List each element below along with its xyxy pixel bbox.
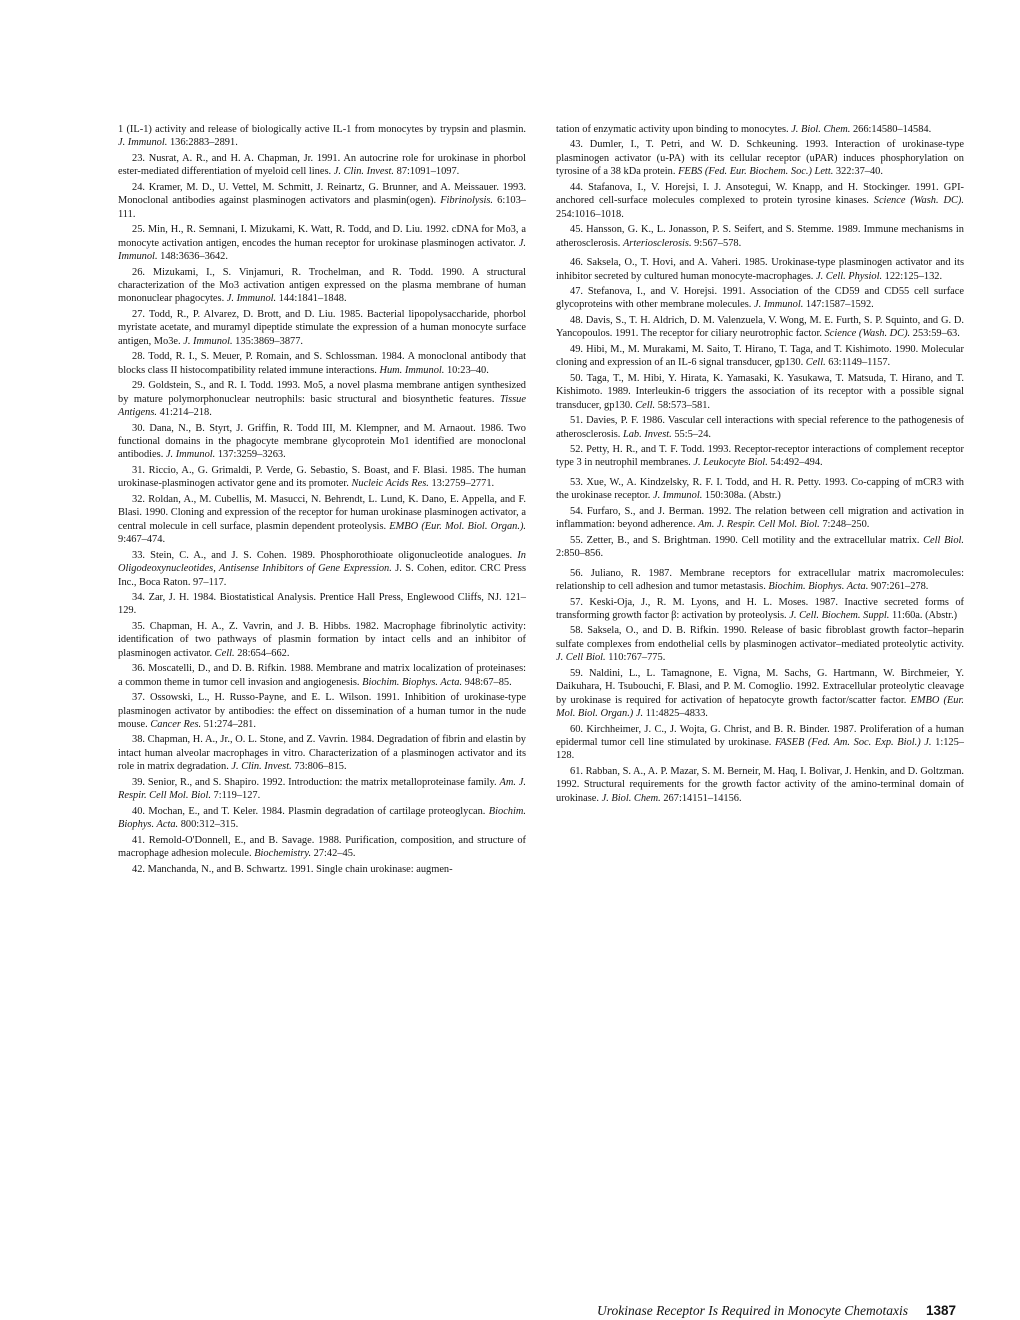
reference-citation: 254:1016–1018. xyxy=(556,208,624,220)
reference-citation: 28:654–662. xyxy=(234,647,290,659)
reference-text: 1 (IL-1) activity and release of biologically active IL-1 from monocytes by trypsin and plasmin. xyxy=(118,124,526,135)
reference-text: 31. Riccio, A., G. Grimaldi, P. Verde, G. Sebastio, S. Boast, and F. Blasi. 1985. The human urokinase-plasminogen activator gene and its promoter. xyxy=(118,464,526,490)
reference-citation: 122:125–132. xyxy=(882,270,943,282)
reference-column-left xyxy=(118,123,526,878)
reference-text: 54. Furfaro, S., and J. Berman. 1992. The relation between cell migration and activation in inflammation: beyond adherence. xyxy=(556,505,964,531)
reference-text: 47. Stefanova, I., and V. Horejsi. 1991. Association of the CD59 and CD55 cell surface glycoproteins with other membrane molecules. xyxy=(556,285,964,311)
reference-entry xyxy=(556,181,964,221)
reference-text: 50. Taga, T., M. Hibi, Y. Hirata, K. Yamasaki, K. Yasukawa, T. Matsuda, T. Hirano, and T. Kishimoto. 1989. Interleukin-6 triggers the association of its receptor with a possible signal transducer, gp130. xyxy=(556,372,964,411)
reference-citation: 267:14151–14156. xyxy=(660,792,742,804)
reference-text: 46. Saksela, O., T. Hovi, and A. Vaheri. 1985. Urokinase-type plasminogen activator and its inhibitor secreted by cultured human monocyte-macrophages. xyxy=(556,257,964,282)
reference-journal: Hum. Immunol. xyxy=(379,364,445,376)
reference-entry xyxy=(118,493,526,547)
reference-text: 58. Saksela, O., and D. B. Rifkin. 1990. Release of basic fibroblast growth factor–heparin sulfate complexes from endothelial cells by plasminogen activator–mediated proteolytic activity. xyxy=(556,625,964,650)
reference-text: 61. Rabban, S. A., A. P. Mazar, S. M. Berneir, M. Haq, I. Bolivar, J. Henkin, and D. Goltzman. 1992. Structural requirements for the growth factor activity of the amino-terminal domain of urokinase. xyxy=(556,765,964,804)
reference-text: 28. Todd, R. I., S. Meuer, P. Romain, and S. Schlossman. 1984. A monoclonal antibody that blocks class II histocompatibility related immune interactions. xyxy=(118,351,526,376)
reference-journal: Science (Wash. DC). xyxy=(824,328,911,340)
reference-citation: 6:103–111. xyxy=(118,195,526,220)
reference-citation: 2:850–856. xyxy=(556,548,604,560)
reference-citation: 11:4825–4833. xyxy=(643,708,708,720)
reference-citation: 800:312–315. xyxy=(178,819,239,831)
reference-citation: 55:5–24. xyxy=(671,428,711,440)
reference-citation: 147:1587–1592. xyxy=(803,299,874,311)
reference-citation: 148:3636–3642. xyxy=(157,251,228,263)
reference-entry xyxy=(118,863,526,876)
reference-text: 23. Nusrat, A. R., and H. A. Chapman, Jr. 1991. An autocrine role for urokinase in phorbol ester-mediated differentiation of myeloid cell lines. xyxy=(118,152,526,178)
reference-entry xyxy=(118,591,526,618)
reference-entry xyxy=(556,596,964,623)
reference-text: 45. Hansson, G. K., L. Jonasson, P. S. Seifert, and S. Stemme. 1989. Immune mechanisms in atherosclerosis. xyxy=(556,224,964,249)
reference-journal: J. Immunol. xyxy=(183,335,233,347)
reference-journal: Cell. xyxy=(635,399,656,411)
reference-citation: 9:567–578. xyxy=(691,237,742,249)
reference-text: 26. Mizukami, I., S. Vinjamuri, R. Trochelman, and R. Todd. 1990. A structural characterization of the Mo3 activation antigen expressed on the plasma membrane of human mononuclear phagocytes. xyxy=(118,266,526,305)
reference-journal: Biochim. Biophys. Acta. xyxy=(362,676,463,688)
reference-citation: 322:37–40. xyxy=(833,166,883,178)
reference-entry xyxy=(556,123,964,136)
reference-journal: Nucleic Acids Res. xyxy=(351,478,429,490)
reference-entry xyxy=(556,567,964,594)
reference-journal: In Oligodeoxynucleotides, Antisense Inhibitors of Gene Expression. xyxy=(118,549,526,575)
reference-citation: 7:248–250. xyxy=(819,519,870,531)
reference-entry xyxy=(118,620,526,660)
reference-journal: Science (Wash. DC). xyxy=(873,195,964,207)
reference-journal: EMBO (Eur. Mol. Biol. Organ.) J. xyxy=(556,694,964,720)
reference-entry xyxy=(118,733,526,773)
reference-citation: 58:573–581. xyxy=(655,399,710,411)
reference-text: 52. Petty, H. R., and T. F. Todd. 1993. Receptor-receptor interactions of complement receptor type 3 in neutrophil membranes. xyxy=(556,443,964,469)
reference-journal: J. Leukocyte Biol. xyxy=(693,457,768,469)
page-number: 1387 xyxy=(925,1303,956,1318)
reference-citation: 150:308a. (Abstr.) xyxy=(702,490,781,502)
reference-journal: EMBO (Eur. Mol. Biol. Organ.). xyxy=(389,520,527,532)
reference-text: 49. Hibi, M., M. Murakami, M. Saito, T. Hirano, T. Taga, and T. Kishimoto. 1990. Molecular cloning and expression of an IL-6 signal transducer, gp130. xyxy=(556,343,964,369)
reference-entry xyxy=(556,534,964,561)
reference-text: 59. Naldini, L., L. Tamagnone, E. Vigna, M. Sachs, G. Hartmann, W. Birchmeier, Y. Daikuhara, H. Tsubouchi, F. Blasi, and P. M. Comoglio. 1992. Extracellular proteolytic cleavage by urokinase is required for activation of hepatocyte growth factor/scatter factor. xyxy=(556,667,964,706)
reference-entry xyxy=(556,505,964,532)
running-title: Urokinase Receptor Is Required in Monocyte Chemotaxis xyxy=(597,1303,908,1318)
reference-text: 38. Chapman, H. A., Jr., O. L. Stone, and Z. Vavrin. 1984. Degradation of fibrin and elastin by intact human alveolar macrophages in vitro. Characterization of a plasminogen activator and its role in matrix degradation. xyxy=(118,734,526,773)
reference-citation: 136:2883–2891. xyxy=(167,137,238,149)
reference-journal: Cancer Res. xyxy=(150,719,202,731)
reference-text: 42. Manchanda, N., and B. Schwartz. 1991. Single chain urokinase: augmen- xyxy=(132,863,453,875)
reference-entry xyxy=(118,422,526,462)
reference-text: 36. Moscatelli, D., and D. B. Rifkin. 1988. Membrane and matrix localization of proteinases: a common theme in tumor cell invasion and angiogenesis. xyxy=(118,663,526,688)
reference-journal: J. Cell. Biochem. Suppl. xyxy=(789,609,890,621)
reference-citation: 10:23–40. xyxy=(444,364,489,376)
reference-journal: Cell Biol. xyxy=(923,534,965,546)
reference-text: 27. Todd, R., P. Alvarez, D. Brott, and D. Liu. 1985. Bacterial lipopolysaccharide, phorbol myristate acetate, and muramyl dipeptide stimulate the expression of a human monocyte surface antigen, Mo3e. xyxy=(118,308,526,347)
reference-entry xyxy=(118,123,526,150)
reference-text: 37. Ossowski, L., H. Russo-Payne, and E. L. Wilson. 1991. Inhibition of urokinase-type plasminogen activator by antibodies: the effect on dissemination of a human tumor in the nude mouse. xyxy=(118,692,526,731)
reference-text: tation of enzymatic activity upon binding to monocytes. xyxy=(556,124,792,135)
reference-entry xyxy=(118,549,526,589)
reference-journal: Biochim. Biophys. Acta. xyxy=(118,805,526,831)
reference-entry xyxy=(556,314,964,341)
reference-entry xyxy=(118,805,526,832)
reference-text: 48. Davis, S., T. H. Aldrich, D. M. Valenzuela, V. Wong, M. E. Furth, S. P. Squinto, and G. D. Yancopoulos. 1991. The receptor for ciliary neurotrophic factor. xyxy=(556,314,964,340)
reference-text: 43. Dumler, I., T. Petri, and W. D. Schkeuning. 1993. Interaction of urokinase-type plasminogen activator (u-PA) with its cellular receptor (uPAR) induces phosphorylation on tyrosine of a 38 kDa protein. xyxy=(556,139,964,178)
reference-citation: 13:2759–2771. xyxy=(428,478,495,490)
reference-entry xyxy=(118,379,526,419)
reference-entry xyxy=(556,414,964,441)
reference-citation: 948:67–85. xyxy=(462,676,512,688)
reference-column-right xyxy=(556,123,964,807)
reference-citation: 144:1841–1848. xyxy=(276,293,347,305)
reference-citation: 7:119–127. xyxy=(210,790,261,802)
reference-entry xyxy=(556,723,964,763)
reference-entry xyxy=(118,308,526,348)
reference-citation: 9:467–474. xyxy=(118,534,166,546)
reference-journal: J. Immunol. xyxy=(753,299,804,311)
reference-entry xyxy=(556,285,964,312)
reference-journal: Biochim. Biophys. Acta. xyxy=(768,581,869,593)
reference-citation: 54:492–494. xyxy=(767,457,823,469)
reference-citation: J. S. Cohen, editor. CRC Press Inc., Boca Raton. 97–117. xyxy=(118,563,526,588)
reference-text: 60. Kirchheimer, J. C., J. Wojta, G. Christ, and B. R. Binder. 1987. Proliferation of a human epidermal tumor cell line stimulated by urokinase. xyxy=(556,723,964,749)
reference-entry xyxy=(556,138,964,178)
reference-entry xyxy=(118,691,526,731)
reference-journal: J. Biol. Chem. xyxy=(791,124,851,135)
reference-entry xyxy=(118,662,526,689)
reference-entry xyxy=(556,343,964,370)
reference-text: 25. Min, H., R. Semnani, I. Mizukami, K. Watt, R. Todd, and D. Liu. 1992. cDNA for Mo3, a monocyte activation antigen, encodes the human receptor for urokinase plasminogen activator. xyxy=(118,224,526,249)
reference-text: 41. Remold-O'Donnell, E., and B. Savage. 1988. Purification, composition, and structure of macrophage adhesion molecule. xyxy=(118,834,526,860)
reference-text: 44. Stafanova, I., V. Horejsi, I. J. Ansotegui, W. Knapp, and H. Stockinger. 1991. GPI-anchored cell-surface molecules complexed to protein tyrosine kinases. xyxy=(556,181,964,207)
reference-entry xyxy=(556,667,964,721)
reference-text: 29. Goldstein, S., and R. I. Todd. 1993. Mo5, a novel plasma membrane antigen synthesized by mature polymorphonuclear neutrophils: basic structural and biosynthetic features. xyxy=(118,380,526,405)
reference-journal: J. Immunol. xyxy=(118,137,168,149)
reference-citation: 266:14580–14584. xyxy=(850,124,932,135)
reference-citation: 253:59–63. xyxy=(910,328,960,340)
reference-journal: J. Immunol. xyxy=(226,293,277,305)
reference-entry xyxy=(556,476,964,503)
reference-entry xyxy=(118,223,526,263)
reference-citation: 87:1091–1097. xyxy=(394,166,460,178)
reference-journal: Cell. xyxy=(214,647,235,659)
reference-journal: Tissue Antigens. xyxy=(118,393,526,419)
reference-journal: Biochemistry. xyxy=(254,848,312,860)
page-footer xyxy=(597,1303,956,1320)
reference-citation: 73:806–815. xyxy=(291,761,347,773)
reference-entry xyxy=(118,266,526,306)
reference-entry xyxy=(118,350,526,377)
reference-journal: J. Clin. Invest. xyxy=(231,761,292,773)
reference-citation: 135:3869–3877. xyxy=(232,335,304,347)
reference-entry xyxy=(556,372,964,412)
reference-journal: J. Immunol. xyxy=(165,449,216,461)
reference-journal: J. Immunol. xyxy=(118,237,526,263)
reference-entry xyxy=(556,223,964,250)
reference-citation: 110:767–775. xyxy=(605,652,666,664)
reference-citation: 907:261–278. xyxy=(868,581,929,593)
reference-entry xyxy=(118,181,526,221)
reference-text: 39. Senior, R., and S. Shapiro. 1992. Introduction: the matrix metalloproteinase family. xyxy=(132,776,500,788)
reference-citation: 1:125–128. xyxy=(556,737,964,762)
reference-journal: J. Clin. Invest. xyxy=(333,166,395,178)
reference-entry xyxy=(556,443,964,470)
reference-citation: 51:274–281. xyxy=(201,719,256,731)
reference-journal: Lab. Invest. xyxy=(622,428,672,440)
reference-journal: J. Cell Biol. xyxy=(556,652,606,664)
reference-text: 56. Juliano, R. 1987. Membrane receptors for extracellular matrix macromolecules: relationship to cell adhesion and tumor metastasis. xyxy=(556,567,964,593)
reference-citation: 11:60a. (Abstr.) xyxy=(889,609,958,621)
reference-text: 30. Dana, N., B. Styrt, J. Griffin, R. Todd III, M. Klempner, and M. Arnaout. 1986. Two functional domains in the phagocyte membrane glycoprotein Mo1 identified are monoclonal antibodies. xyxy=(118,422,526,461)
reference-journal: Cell. xyxy=(805,357,826,369)
reference-journal: FASEB (Fed. Am. Soc. Exp. Biol.) J. xyxy=(775,737,932,749)
reference-journal: J. Biol. Chem. xyxy=(601,792,661,804)
reference-text: 33. Stein, C. A., and J. S. Cohen. 1989. Phosphorothioate oligonucleotide analogues. xyxy=(132,549,518,561)
reference-entry xyxy=(556,624,964,664)
reference-entry xyxy=(118,776,526,803)
reference-text: 51. Davies, P. F. 1986. Vascular cell interactions with special reference to the pathogenesis of atherosclerosis. xyxy=(556,415,964,440)
reference-citation: 27:42–45. xyxy=(311,848,356,860)
reference-entry xyxy=(118,152,526,179)
reference-text: 40. Mochan, E., and T. Keler. 1984. Plasmin degradation of cartilage proteoglycan. xyxy=(132,805,489,817)
reference-citation: 137:3259–3263. xyxy=(215,449,286,461)
reference-entry xyxy=(556,256,964,283)
reference-citation: 41:214–218. xyxy=(156,407,212,419)
reference-text: 34. Zar, J. H. 1984. Biostatistical Analysis. Prentice Hall Press, Englewood Cliffs, NJ. 121–129. xyxy=(118,591,526,617)
reference-journal: FEBS (Fed. Eur. Biochem. Soc.) Lett. xyxy=(678,166,834,178)
reference-citation: 63:1149–1157. xyxy=(825,357,891,369)
reference-journal: Am. J. Respir. Cell Mol. Biol. xyxy=(697,519,820,531)
reference-journal: Arteriosclerosis. xyxy=(622,237,692,249)
reference-journal: J. Cell. Physiol. xyxy=(815,270,883,282)
reference-text: 55. Zetter, B., and S. Brightman. 1990. Cell motility and the extracellular matrix. xyxy=(570,534,924,546)
reference-journal: Fibrinolysis. xyxy=(440,195,494,207)
reference-entry xyxy=(118,834,526,861)
reference-journal: J. Immunol. xyxy=(652,490,703,502)
reference-entry xyxy=(118,464,526,491)
reference-text: 53. Xue, W., A. Kindzelsky, R. F. I. Todd, and H. R. Petty. 1993. Co-capping of mCR3 with the urokinase receptor. xyxy=(556,476,964,502)
reference-text: 57. Keski-Oja, J., R. M. Lyons, and H. L. Moses. 1987. Inactive secreted forms of transforming growth factor β: activation by proteolysis. xyxy=(556,596,964,621)
reference-text: 35. Chapman, H. A., Z. Vavrin, and J. B. Hibbs. 1982. Macrophage fibrinolytic activity: identification of two pathways of plasmin formation by intact cells and an inhibitor of plasminogen activator. xyxy=(118,620,526,659)
reference-journal: Am. J. Respir. Cell Mol. Biol. xyxy=(118,776,526,802)
reference-text: 24. Kramer, M. D., U. Vettel, M. Schmitt, J. Reinartz, G. Brunner, and A. Meissauer. 1993. Monoclonal antibodies against plasminogen activators and plasmin(ogen). xyxy=(118,181,526,207)
reference-text: 32. Roldan, A., M. Cubellis, M. Masucci, N. Behrendt, L. Lund, K. Dano, E. Appella, and F. Blasi. 1990. Cloning and expression of the receptor for human urokinase plasminogen activator, a central molecule in cell surface, plasmin dependent proteolysis. xyxy=(118,493,526,532)
reference-entry xyxy=(556,765,964,805)
